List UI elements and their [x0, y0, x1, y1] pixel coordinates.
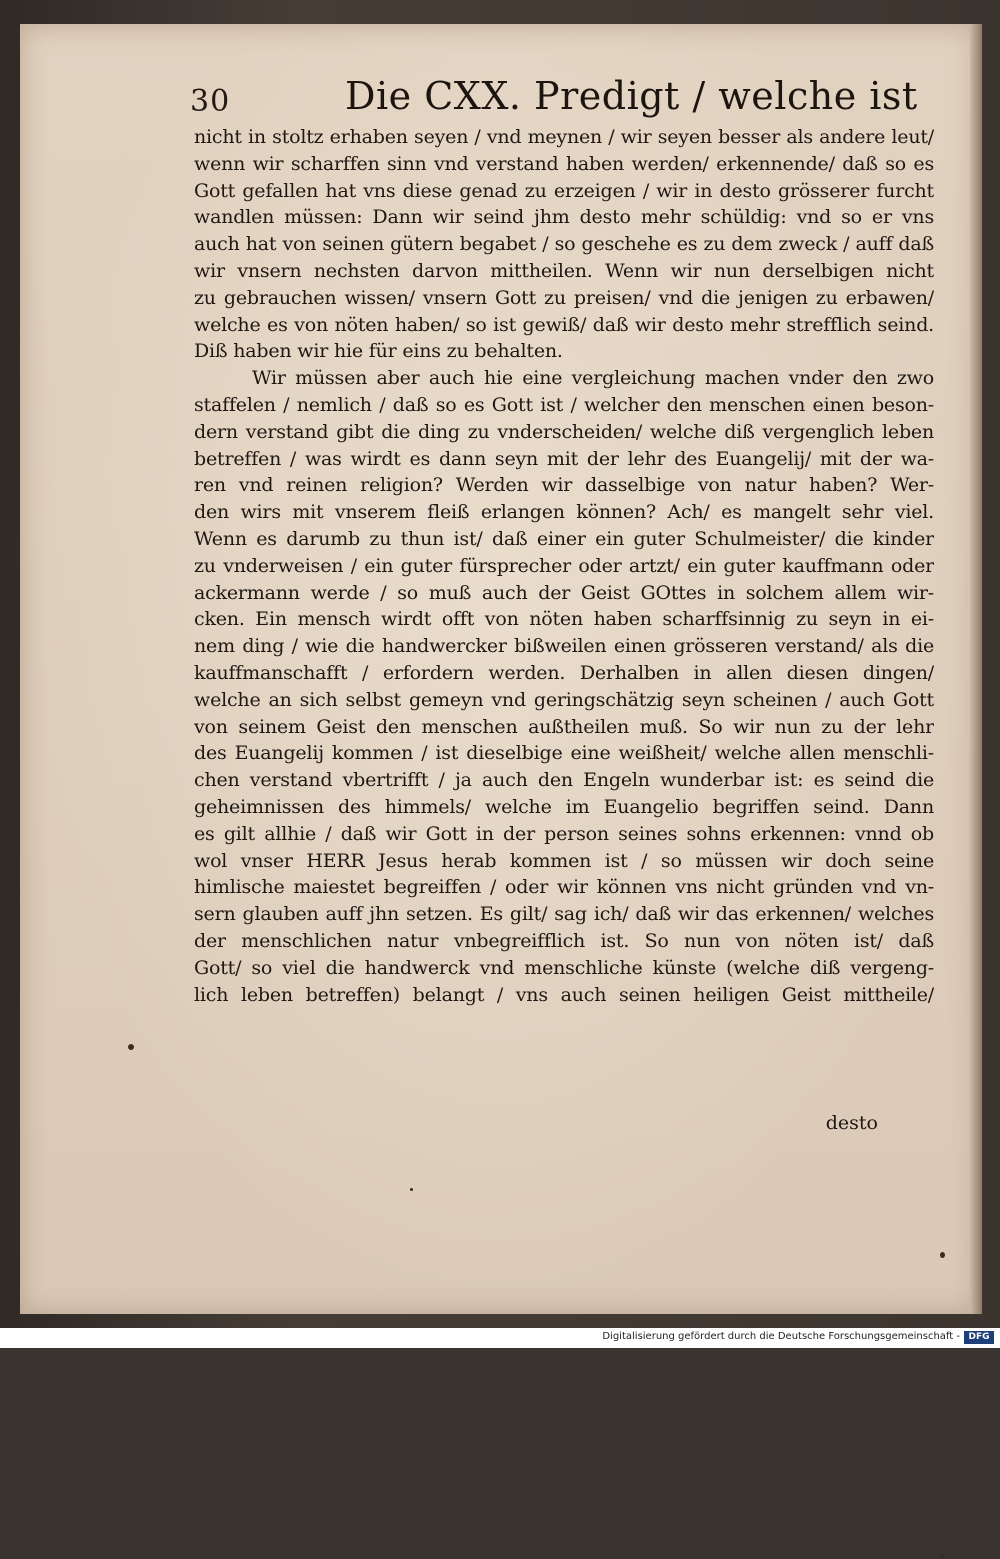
- ink-speck: [940, 1554, 945, 1559]
- text-line: welche an sich selbst gemeyn vnd geringschätzig seyn scheinen / auch Gott: [194, 688, 934, 711]
- text-line: es gilt allhie / daß wir Gott in der person seines sohns erkennen: vnnd ob: [194, 822, 934, 845]
- dfg-logo: DFG: [964, 1331, 994, 1344]
- text-line: nem ding / wie die handwercker bißweilen einen grösseren verstand/ als die: [194, 635, 934, 658]
- ink-speck: [128, 1044, 134, 1050]
- text-line: Wenn es darumb zu thun ist/ daß einer ein guter Schulmeister/ die kinder: [194, 527, 934, 550]
- text-line: der menschlichen natur vnbegreifflich ist. So nun von nöten ist/ daß: [194, 929, 934, 952]
- text-line: chen verstand vbertrifft / ja auch den Engeln wunderbar ist: es seind die: [194, 769, 934, 792]
- text-line: wir vnsern nechsten darvon mittheilen. Wenn wir nun derselbigen nicht: [194, 259, 934, 282]
- page-edge: [970, 24, 982, 1314]
- book-page: [20, 24, 978, 1314]
- page-number: 30: [190, 84, 231, 119]
- text-line: nicht in stoltz erhaben seyen / vnd meynen / wir seyen besser als andere leut/: [194, 126, 934, 148]
- text-line: des Euangelij kommen / ist dieselbige eine weißheit/ welche allen menschli-: [194, 742, 934, 765]
- text-line: geheimnissen des himmels/ welche im Euangelio begriffen seind. Dann: [194, 795, 934, 818]
- text-line: welche es von nöten haben/ so ist gewiß/ daß wir desto mehr strefflich seind.: [194, 313, 934, 336]
- text-line: himlische maiestet begreiffen / oder wir können vns nicht gründen vnd vn-: [194, 876, 934, 899]
- text-line: staffelen / nemlich / daß so es Gott ist / welcher den menschen einen beson-: [194, 393, 934, 416]
- text-line: Gott/ so viel die handwerck vnd menschliche künste (welche diß vergeng-: [194, 956, 934, 979]
- text-line: wandlen müssen: Dann wir seind jhm desto mehr schüldig: vnd so er vns: [194, 206, 934, 229]
- running-head: Die CXX. Predigt / welche ist: [345, 74, 918, 118]
- text-line: dern verstand gibt die ding zu vnderscheiden/ welche diß vergenglich leben: [194, 420, 934, 443]
- funding-credit: Digitalisierung gefördert durch die Deutsche Forschungsgemeinschaft -: [602, 1331, 960, 1342]
- text-line: cken. Ein mensch wirdt offt von nöten haben scharffsinnig zu seyn in ei-: [194, 608, 934, 631]
- text-line: auch hat von seinen gütern begabet / so geschehe es zu dem zweck / auff daß: [194, 233, 934, 256]
- text-line: kauffmanschafft / erfordern werden. Derhalben in allen diesen dingen/: [194, 661, 934, 684]
- text-line: Gott gefallen hat vns diese genad zu erzeigen / wir in desto grösserer furcht: [194, 179, 934, 202]
- ink-speck: [410, 1188, 413, 1191]
- catchword: desto: [825, 1112, 878, 1134]
- body-text: [194, 124, 934, 1008]
- text-line: sern glauben auff jhn setzen. Es gilt/ sag ich/ daß wir das erkennen/ welches: [194, 903, 934, 926]
- text-line: ren vnd reinen religion? Werden wir dasselbige von natur haben? Wer-: [194, 474, 934, 497]
- text-line: von seinem Geist den menschen außtheilen muß. So wir nun zu der lehr: [194, 715, 934, 738]
- footer-bar: [0, 1328, 1000, 1348]
- text-line: ackermann werde / so muß auch der Geist GOttes in solchem allem wir-: [194, 581, 934, 604]
- text-line: wenn wir scharffen sinn vnd verstand haben werden/ erkennende/ daß so es: [194, 152, 934, 175]
- text-line: Diß haben wir hie für eins zu behalten.: [194, 340, 563, 363]
- text-line: den wirs mit vnserem fleiß erlangen können? Ach/ es mangelt sehr viel.: [194, 501, 934, 524]
- text-line: zu gebrauchen wissen/ vnsern Gott zu preisen/ vnd die jenigen zu erbawen/: [194, 286, 934, 309]
- text-line: zu vnderweisen / ein guter fürsprecher oder artzt/ ein guter kauffmann oder: [194, 554, 934, 577]
- text-line: lich leben betreffen) belangt / vns auch seinen heiligen Geist mittheile/: [194, 983, 934, 1006]
- page-header: [190, 72, 950, 124]
- text-line: Wir müssen aber auch hie eine vergleichung machen vnder den zwo: [252, 367, 934, 390]
- text-line: betreffen / was wirdt es dann seyn mit der lehr des Euangelij/ mit der wa-: [194, 447, 934, 470]
- ink-speck: [940, 1252, 945, 1258]
- text-line: wol vnser HERR Jesus herab kommen ist / so müssen wir doch seine: [194, 849, 934, 872]
